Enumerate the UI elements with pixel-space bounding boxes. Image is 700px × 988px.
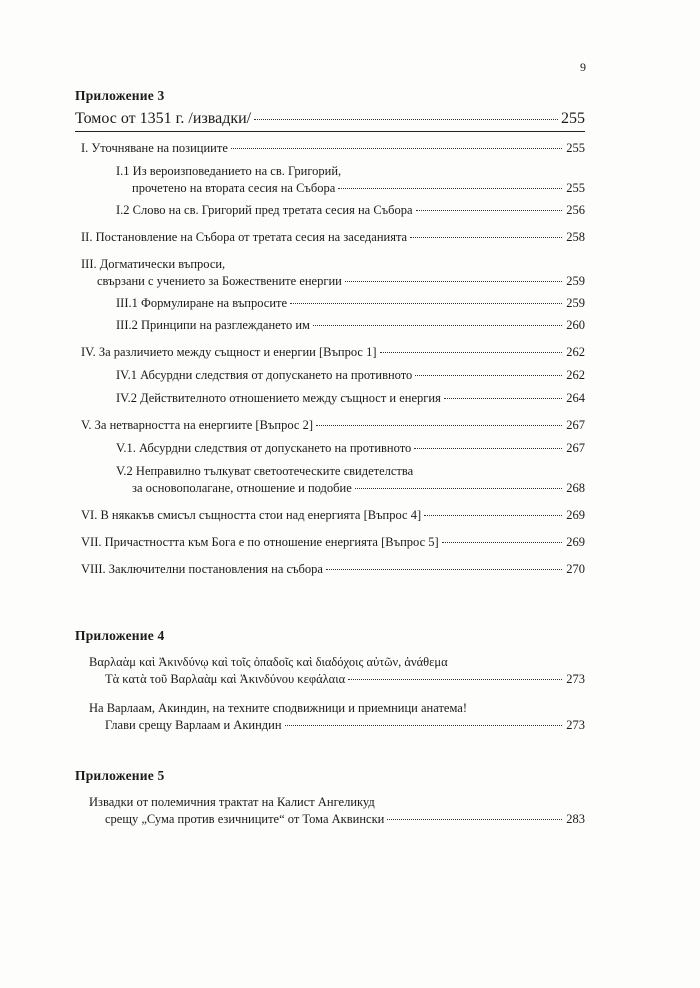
- toc-entry-text: II. Постановление на Събора от третата сесия на заседанията: [81, 230, 408, 244]
- toc-entry-v2-line2: [132, 480, 585, 497]
- toc-entry-page: 260: [566, 318, 585, 332]
- toc-entry-page: 259: [566, 274, 585, 288]
- toc-entry-text: V. За нетварността на енергиите [Въпрос 2]: [81, 418, 313, 432]
- toc-entry-i2: [116, 202, 585, 219]
- toc-entry-viii: [81, 561, 585, 578]
- toc-entry-page: 267: [566, 441, 585, 455]
- toc-entry-text: за основополагане, отношение и подобие: [132, 481, 352, 495]
- toc-entry-text: III.2 Принципи на разглеждането им: [116, 318, 310, 332]
- dot-leader: [414, 448, 562, 449]
- dot-leader: [355, 488, 562, 489]
- dot-leader: [415, 375, 562, 376]
- toc-entry-i1-line2: [132, 180, 585, 197]
- dot-leader: [338, 188, 562, 189]
- toc-entry-text: VI. В някакъв смисъл същността стои над енергията [Въпрос 4]: [81, 508, 422, 522]
- toc-entry-page: 258: [566, 230, 585, 244]
- toc-entry-text: срещу „Сума против езичниците“ от Тома Аквински: [105, 812, 385, 826]
- toc-entry-bulgarian-line1: На Варлаам, Акиндин, на техните сподвижници и приемници анатема!: [89, 701, 467, 715]
- dot-leader: [231, 148, 562, 149]
- toc-entry-page: 262: [566, 368, 585, 382]
- toc-entry-page: 256: [566, 203, 585, 217]
- toc-entry-text: IV. За различието между същност и енергии [Въпрос 1]: [81, 345, 377, 359]
- appendix-3-heading: Приложение 3: [75, 88, 165, 103]
- dot-leader: [442, 542, 562, 543]
- toc-entry-v2-line1: V.2 Неправилно тълкуват светоотеческите свидетелства: [116, 464, 414, 478]
- toc-entry-page: 269: [566, 508, 585, 522]
- toc-entry-text: Томос от 1351 г. /извадки/: [75, 110, 252, 127]
- divider: [75, 131, 585, 132]
- toc-entry-page: 270: [566, 562, 585, 576]
- toc-entry-greek-line1: Βαρλαὰμ καὶ Ἀκινδύνῳ καὶ τοῖς ὀπαδοῖς καὶ διαδόχοις αὐτῶν, ἀνάθεμα: [89, 655, 448, 669]
- toc-entry-v1: [116, 440, 585, 457]
- dot-leader: [254, 119, 558, 120]
- toc-entry-kallistos-line2: [105, 811, 585, 828]
- toc-entry-text: IV.1 Абсурдни следствия от допускането на противното: [116, 368, 413, 382]
- toc-entry-page: 264: [566, 391, 585, 405]
- toc-entry-iii-line2: [97, 273, 585, 290]
- dot-leader: [285, 725, 562, 726]
- dot-leader: [416, 210, 562, 211]
- toc-entry-page: 268: [566, 481, 585, 495]
- toc-entry-text: Глави срещу Варлаам и Акиндин: [105, 718, 282, 732]
- toc-entry-i1-line1: I.1 Из вероизповеданието на св. Григорий,: [116, 164, 342, 178]
- toc-entry-text: VII. Причастността към Бога е по отношение енергията [Въпрос 5]: [81, 535, 439, 549]
- toc-entry-main: [75, 108, 585, 129]
- toc-entry-iv: [81, 344, 585, 361]
- toc-entry-i: [81, 140, 585, 157]
- toc-entry-iv2: [116, 390, 585, 407]
- dot-leader: [326, 569, 562, 570]
- toc-entry-ii: [81, 229, 585, 246]
- appendix-5-heading: Приложение 5: [75, 768, 165, 783]
- appendix-3-section: [75, 88, 585, 578]
- dot-leader: [345, 281, 562, 282]
- toc-entry-page: 269: [566, 535, 585, 549]
- appendix-4-section: [75, 628, 585, 734]
- toc-entry-vi: [81, 507, 585, 524]
- dot-leader: [348, 679, 562, 680]
- dot-leader: [444, 398, 562, 399]
- dot-leader: [313, 325, 562, 326]
- toc-entry-page: 259: [566, 296, 585, 310]
- toc-entry-page: 255: [561, 110, 585, 127]
- toc-entry-page: 273: [566, 718, 585, 732]
- toc-entry-page: 262: [566, 345, 585, 359]
- toc-entry-text: I.2 Слово на св. Григорий пред третата сесия на Събора: [116, 203, 413, 217]
- dot-leader: [410, 237, 562, 238]
- toc-entry-text: IV.2 Действителното отношението между същност и енергия: [116, 391, 441, 405]
- toc-entry-v: [81, 417, 585, 434]
- appendix-4-heading: Приложение 4: [75, 628, 165, 643]
- toc-entry-text: VIII. Заключителни постановления на събора: [81, 562, 323, 576]
- toc-entry-page: 267: [566, 418, 585, 432]
- toc-entry-page: 283: [566, 812, 585, 826]
- toc-entry-iii1: [116, 295, 585, 312]
- appendix-5-section: [75, 768, 585, 828]
- toc-entry-iii-line1: III. Догматически въпроси,: [81, 257, 226, 271]
- toc-entry-page: 273: [566, 672, 585, 686]
- toc-entry-text: V.1. Абсурдни следствия от допускането на противното: [116, 441, 412, 455]
- page-number: 9: [580, 60, 586, 74]
- toc-entry-kallistos-line1: Извадки от полемичния трактат на Калист Ангеликуд: [89, 795, 375, 809]
- toc-entry-text: свързани с учението за Божествените енергии: [97, 274, 342, 288]
- dot-leader: [424, 515, 562, 516]
- toc-entry-text: прочетено на втората сесия на Събора: [132, 181, 336, 195]
- toc-entry-text: Τὰ κατὰ τοῦ Βαρλαὰμ καὶ Ἀκινδύνου κεφάλαια: [105, 672, 346, 686]
- toc-entry-text: I. Уточняване на позициите: [81, 141, 228, 155]
- toc-entry-iii2: [116, 317, 585, 334]
- dot-leader: [387, 819, 562, 820]
- toc-entry-page: 255: [566, 141, 585, 155]
- toc-entry-iv1: [116, 367, 585, 384]
- toc-entry-greek-line2: [105, 671, 585, 688]
- toc-entry-text: III.1 Формулиране на въпросите: [116, 296, 288, 310]
- dot-leader: [380, 352, 562, 353]
- toc-entry-page: 255: [566, 181, 585, 195]
- toc-entry-vii: [81, 534, 585, 551]
- toc-entry-bulgarian-line2: [105, 717, 585, 734]
- dot-leader: [316, 425, 562, 426]
- dot-leader: [290, 303, 562, 304]
